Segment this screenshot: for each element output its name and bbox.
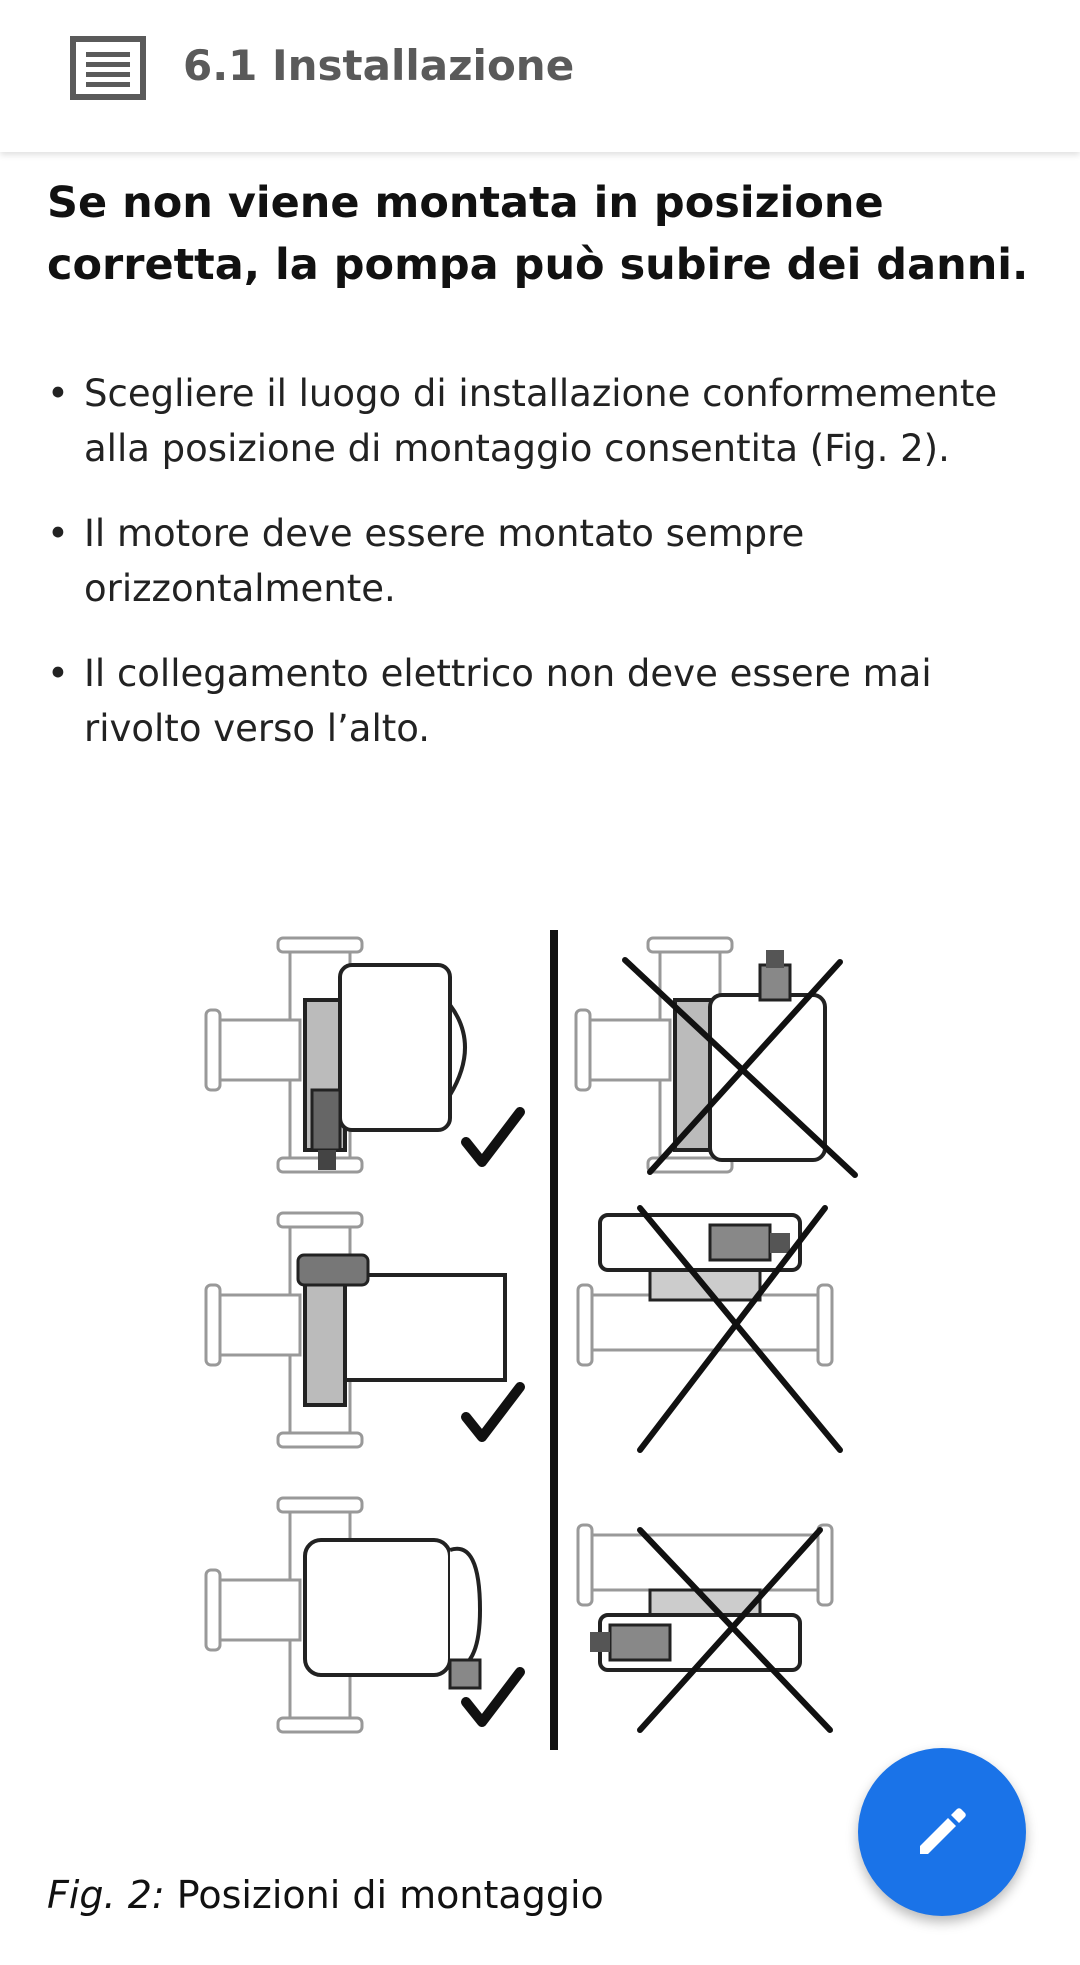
pump-allowed-2 <box>206 1213 505 1447</box>
list-item <box>47 366 1037 476</box>
check-icon <box>466 1387 520 1437</box>
list-item-text: Il motore deve essere montato sempre orizzontalmente. <box>84 512 805 610</box>
main-content <box>47 172 1037 786</box>
pump-allowed-3 <box>206 1498 480 1732</box>
check-icon <box>466 1112 520 1162</box>
pump-not-allowed-1 <box>576 938 825 1172</box>
list-item-text: Scegliere il luogo di installazione conformemente alla posizione di montaggio consentita (Fig. 2). <box>84 372 998 470</box>
pencil-edit-icon <box>910 1800 974 1864</box>
caption-text: Posizioni di montaggio <box>164 1873 604 1917</box>
figure-caption <box>47 1870 604 1920</box>
list-item <box>47 646 1037 756</box>
list-menu-icon[interactable] <box>70 36 146 100</box>
list-item-text: Il collegamento elettrico non deve essere mai rivolto verso l’alto. <box>84 652 932 750</box>
page-title: 6.1 Installazione <box>183 41 575 90</box>
app-bar <box>0 0 1080 152</box>
bullet-icon: • <box>47 372 69 415</box>
warning-text: Se non viene montata in posizione corretta, la pompa può subire dei danni. <box>47 178 1029 290</box>
bullet-icon: • <box>47 652 69 695</box>
edit-fab-button[interactable] <box>858 1748 1026 1916</box>
instruction-list <box>47 366 1037 756</box>
list-item <box>47 506 1037 616</box>
bullet-icon: • <box>47 512 69 555</box>
mounting-positions-figure <box>200 930 880 1770</box>
pump-allowed-1 <box>206 938 465 1172</box>
caption-label: Fig. 2: <box>47 1873 165 1917</box>
